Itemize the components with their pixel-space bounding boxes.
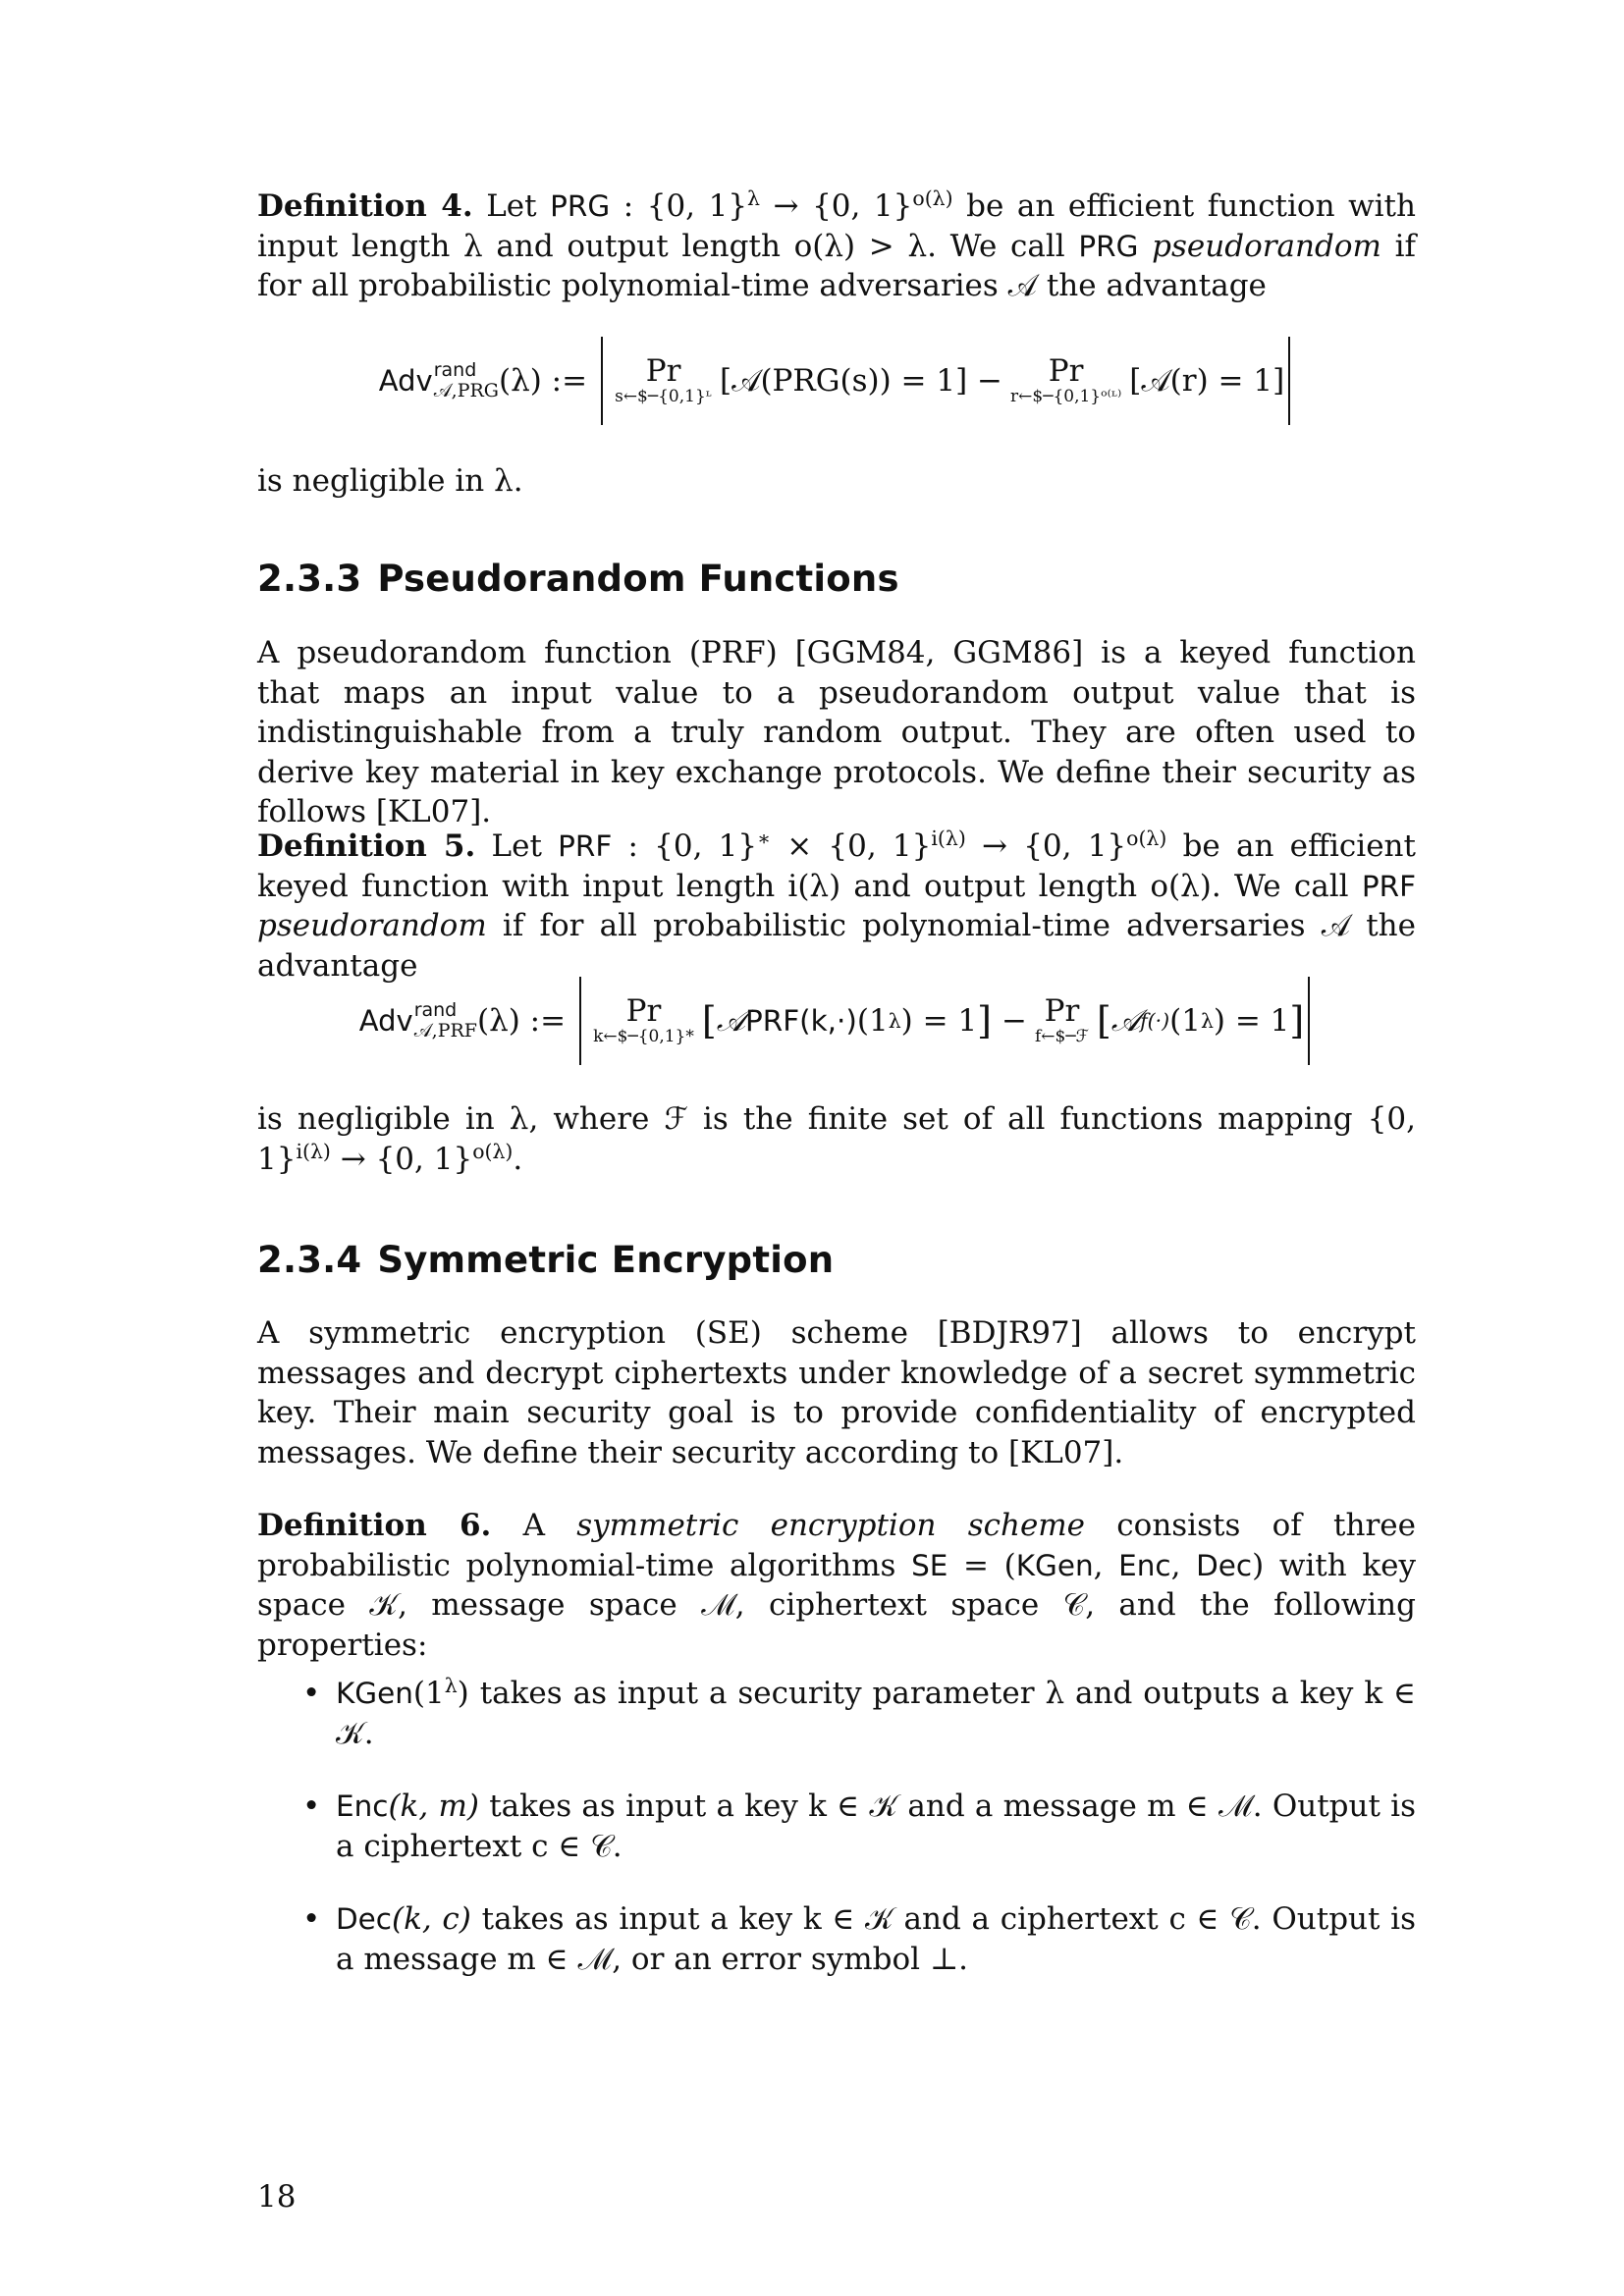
bullet-icon: •: [302, 1676, 321, 1711]
list-item: • Enc(k, m) takes as input a key k ∈ 𝒦 and a message m ∈ ℳ. Output is a ciphertext c ∈ 𝒞.: [302, 1789, 1417, 1864]
bullet-icon: •: [302, 1901, 321, 1937]
abs-bar-left: [601, 337, 603, 425]
abs-bar-left: [579, 977, 581, 1065]
abs-bar-right: [1288, 337, 1290, 425]
definition-label: Definition 6.: [257, 1508, 492, 1543]
definition-5-text: Definition 5. Let PRF : {0, 1}∗ × {0, 1}$^{i(\lambda)}$ → {0, 1}$^{o(\lambda)}$ be an efficient keyed function with input length i(λ) and output length o(λ). We call PRF pseudorandom if for all probabilistic polynomial-time adversaries 𝒜 the advantage: [257, 826, 1416, 984]
list-item: • Dec(k, c) takes as input a key k ∈ 𝒦 and a ciphertext c ∈ 𝒞. Output is a message m ∈ ℳ, or an error symbol ⊥.: [302, 1901, 1417, 1977]
section-2-3-3-body: A pseudorandom function (PRF) [GGM84, GGM86] is a keyed function that maps an input value to a pseudorandom output value that is indistinguishable from a truly random output. They are often used to derive key material in key exchange protocols. We define their security as follows [KL07].: [257, 635, 1416, 829]
equation-prf-advantage: Adv rand 𝒜,PRF (λ) := Pr k←$─{0,1}* [ 𝒜 PRF(k,·) (1 λ ) = 1 ] − Pr f←$─ℱ [ 𝒜 f(·) (1 λ ) = 1 ]: [257, 974, 1416, 1068]
adv-symbol: Adv: [358, 1004, 413, 1038]
definition-4-tail: is negligible in λ.: [257, 463, 523, 499]
definition-6-text: Definition 6. A symmetric encryption scheme consists of three probabilistic polynomial-time algorithms SE = (KGen, Enc, Dec) with key space 𝒦, message space ℳ, ciphertext space 𝒞, and the following properties:: [257, 1508, 1416, 1663]
list-item: • $KGen(1^\lambda)$ takes as input a security parameter λ and outputs a key k ∈ 𝒦.: [302, 1673, 1416, 1751]
section-heading-2-3-3: 2.3.3 Pseudorandom Functions: [257, 558, 899, 600]
page-number: 18: [257, 2179, 297, 2215]
definition-label: Definition 4.: [257, 188, 473, 224]
definition-4-text: Definition 4. Let PRG : {0, 1}$^\lambda$ → {0, 1}$^{o(\lambda)}$ be an efficient function with input length λ and output length o(λ) > λ. We call PRG pseudorandom if for all probabilistic polynomial-time adversaries 𝒜 the advantage: [257, 186, 1416, 303]
adv-symbol: Adv: [378, 364, 433, 398]
definition-5: [257, 827, 1416, 986]
definition-4: [257, 187, 1416, 306]
definition-6: [257, 1506, 1416, 1665]
equation-prg-advantage: Adv rand 𝒜,PRG (λ) := Pr s←$─{0,1}ᶫ [𝒜(PRG(s)) = 1] − Pr r←$─{0,1}ᵒ⁽ᶫ⁾ [𝒜(r) = 1]: [257, 334, 1416, 428]
abs-bar-right: [1308, 977, 1310, 1065]
section-heading-2-3-4: 2.3.4 Symmetric Encryption: [257, 1239, 835, 1281]
bullet-icon: •: [302, 1789, 321, 1824]
definition-label: Definition 5.: [257, 828, 476, 864]
section-2-3-4-body: A symmetric encryption (SE) scheme [BDJR97] allows to encrypt messages and decrypt ciphertexts under knowledge of a secret symmetric key. Their main security goal is to provide confidentiality of encrypted messages. We define their security according to [KL07].: [257, 1315, 1416, 1470]
properties-list: [257, 1674, 1416, 1979]
definition-5-tail: is negligible in λ, where ℱ is the finite set of all functions mapping {0, 1}$^{i(\lambda)}$ → {0, 1}$^{o(\lambda)}$.: [257, 1101, 1416, 1177]
